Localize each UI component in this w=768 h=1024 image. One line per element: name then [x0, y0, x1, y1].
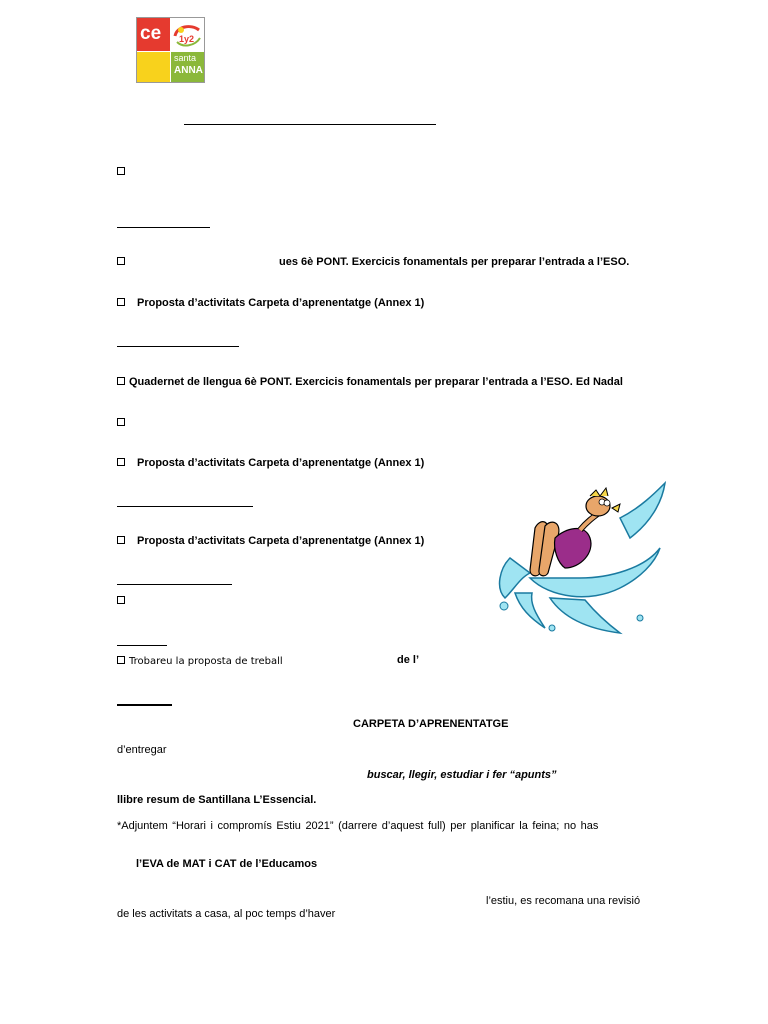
logo-yellow-block — [137, 52, 170, 82]
line-trobareu-end: de l’ — [397, 654, 420, 666]
checkbox-icon — [117, 656, 125, 664]
bullet-empty-2 — [117, 416, 129, 430]
line-proposta-2: Proposta d’activitats Carpeta d’aprenentatge (Annex 1) — [117, 456, 424, 470]
section-underline-5 — [117, 645, 167, 646]
bullet-empty-1 — [117, 165, 129, 179]
line-estiu: l’estiu, es recomana una revisió — [486, 895, 641, 907]
section-underline-4 — [117, 584, 232, 585]
line-mat-quadern: ues 6è PONT. Exercicis fonamentals per preparar l’entrada a l’ESO. — [117, 255, 629, 269]
line-proposta-3: Proposta d’activitats Carpeta d’aprenentatge (Annex 1) — [117, 534, 424, 548]
logo-emblem-icon — [171, 20, 204, 50]
checkbox-icon — [117, 418, 125, 426]
line-buscar: buscar, llegir, estudiar i fer “apunts” — [367, 769, 557, 781]
logo-anna-text: ANNA — [174, 65, 203, 76]
section-underline-2 — [117, 346, 239, 347]
line-entregar: d’entregar — [117, 744, 167, 756]
line-adjuntem: *Adjuntem “Horari i compromís Estiu 2021” (darrere d’aquest full) per planificar la feina; no has — [117, 820, 599, 832]
swimmer-illustration — [490, 478, 670, 640]
logo-santa-text: santa — [174, 53, 197, 63]
line-llibre-resum: llibre resum de Santillana L’Essencial. — [117, 794, 317, 806]
checkbox-icon — [117, 458, 125, 466]
section-underline-1 — [117, 227, 210, 228]
line-trobareu: Trobareu la proposta de treball — [117, 654, 283, 669]
line-quadernet-llengua: Quadernet de llengua 6è PONT. Exercicis fonamentals per preparar l’entrada a l’ESO. Ed Nadal — [117, 375, 623, 389]
checkbox-icon — [117, 377, 125, 385]
checkbox-icon — [117, 298, 125, 306]
line-eva: l’EVA de MAT i CAT de l’Educamos — [136, 858, 318, 870]
logo-ce-text: ce — [140, 23, 162, 44]
section-underline-3 — [117, 506, 253, 507]
logo-badge-text: 1y2 — [179, 34, 195, 44]
title-underline — [184, 124, 436, 125]
checkbox-icon — [117, 596, 125, 604]
carpeta-heading: CARPETA D’APRENENTATGE — [353, 718, 509, 730]
bullet-empty-3 — [117, 594, 129, 608]
line-proposta-1: Proposta d’activitats Carpeta d’aprenentatge (Annex 1) — [117, 296, 424, 310]
checkbox-icon — [117, 536, 125, 544]
checkbox-icon — [117, 257, 125, 265]
school-logo — [136, 17, 205, 83]
line-activitats-casa: de les activitats a casa, al poc temps d’haver — [117, 908, 336, 920]
section-underline-6 — [117, 704, 172, 706]
checkbox-icon — [117, 167, 125, 175]
